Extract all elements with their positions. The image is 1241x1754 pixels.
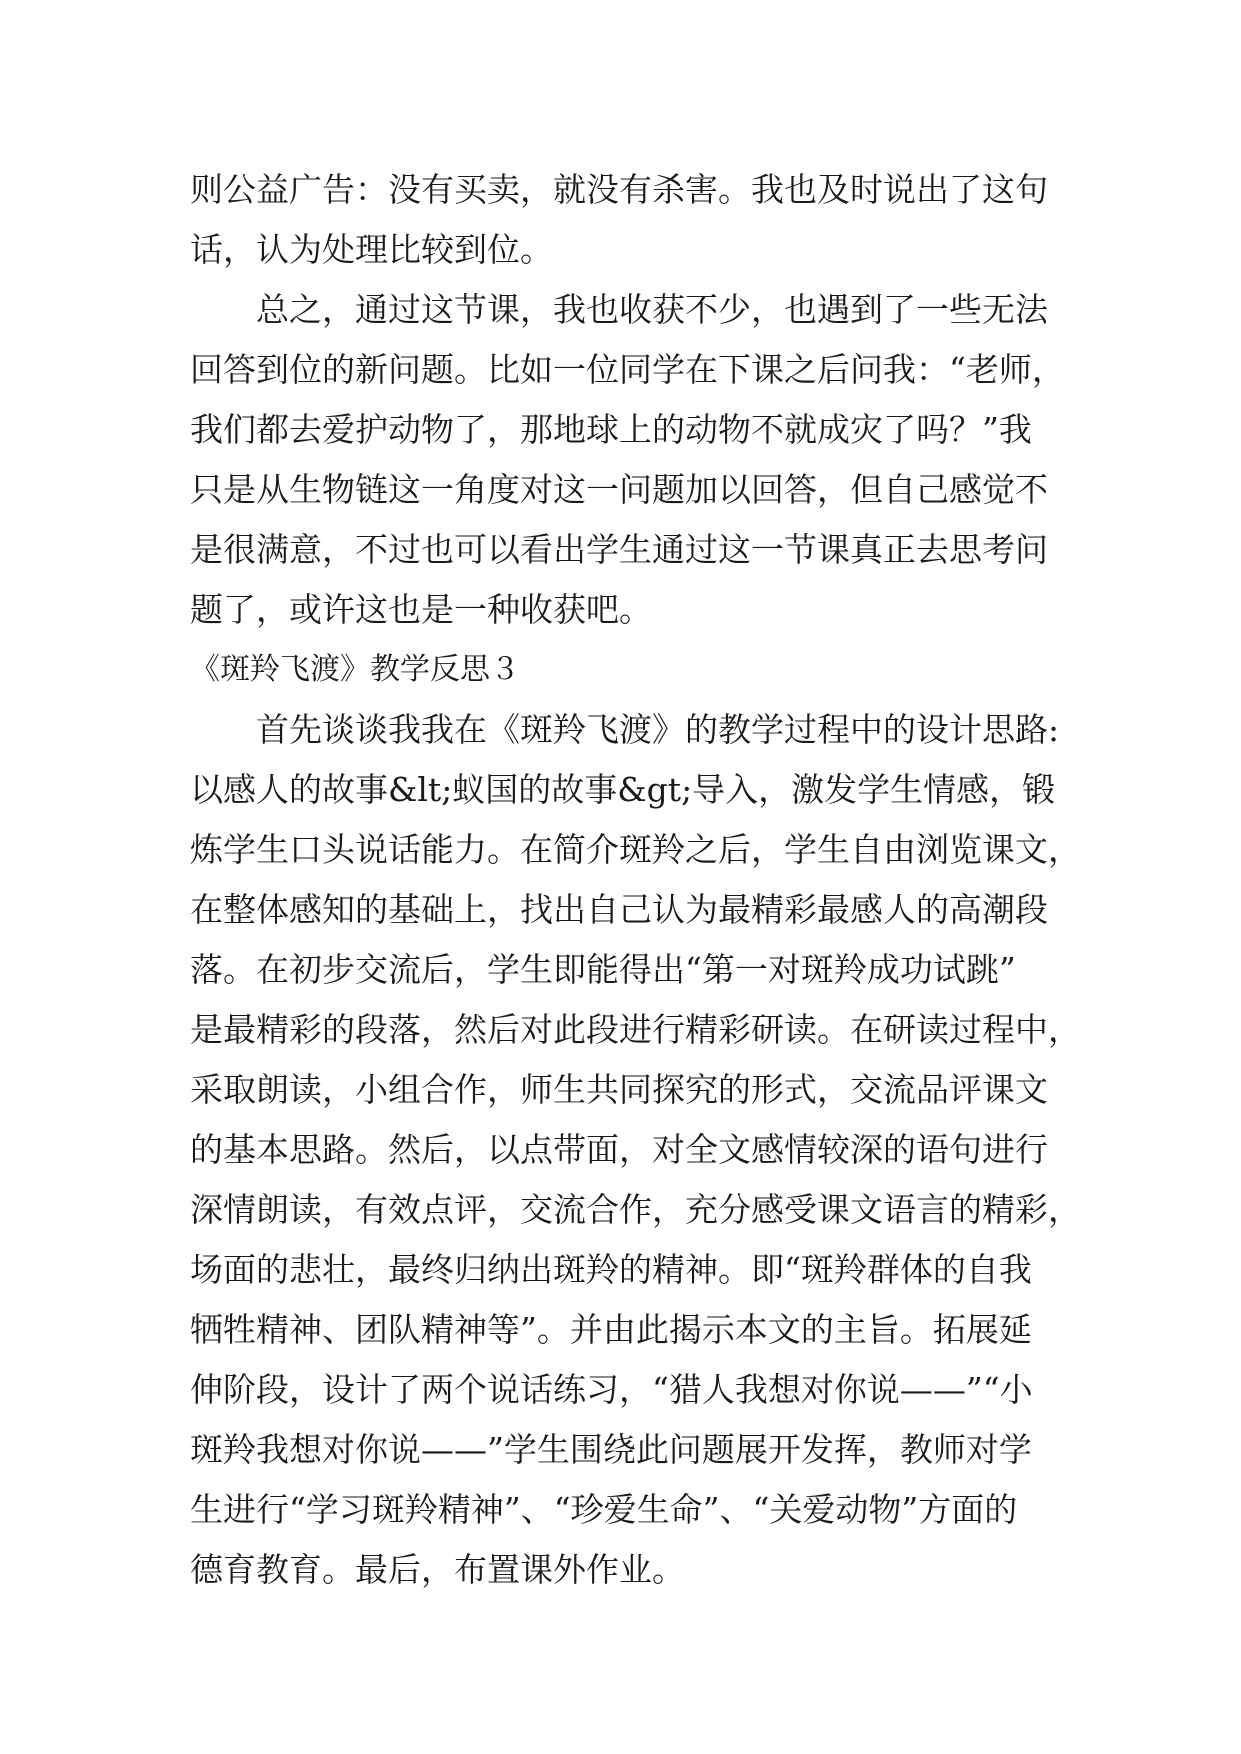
text-line: 首先谈谈我我在《斑羚飞渡》的教学过程中的设计思路: [256, 710, 1060, 749]
text-line: 题了，或许这也是一种收获吧。 [190, 590, 652, 629]
text-line: 以感人的故事&lt;蚁国的故事&gt;导入，激发学生情感，锻 [190, 770, 1056, 809]
text-line: 的基本思路。然后，以点带面，对全文感情较深的语句进行 [190, 1130, 1048, 1169]
text-line: 只是从生物链这一角度对这一问题加以回答，但自己感觉不 [190, 470, 1048, 509]
text-line: 深情朗读，有效点评，交流合作，充分感受课文语言的精彩， [190, 1190, 1081, 1229]
text-line: 回答到位的新问题。比如一位同学在下课之后问我：“老师， [190, 350, 1065, 389]
text-line: 我们都去爱护动物了，那地球上的动物不就成灾了吗？”我 [190, 410, 1032, 449]
text-line: 则公益广告：没有买卖，就没有杀害。我也及时说出了这句 [190, 170, 1048, 209]
text-line: 总之，通过这节课，我也收获不少，也遇到了一些无法 [256, 290, 1048, 329]
document-body [190, 160, 1081, 1600]
text-line: 伸阶段，设计了两个说话练习，“猎人我想对你说——”“小 [190, 1370, 1033, 1409]
text-line: 落。在初步交流后，学生即能得出“第一对斑羚成功试跳” [190, 950, 1016, 989]
text-line: 炼学生口头说话能力。在简介斑羚之后，学生自由浏览课文， [190, 830, 1081, 869]
text-line: 场面的悲壮，最终归纳出斑羚的精神。即“斑羚群体的自我 [190, 1250, 1032, 1289]
text-line: 斑羚我想对你说——”学生围绕此问题展开发挥，教师对学 [190, 1430, 1032, 1469]
text-line: 是很满意，不过也可以看出学生通过这一节课真正去思考问 [190, 530, 1048, 569]
text-line: 牺牲精神、团队精神等”。并由此揭示本文的主旨。拓展延 [190, 1310, 1032, 1349]
text-line: 是最精彩的段落，然后对此段进行精彩研读。在研读过程中， [190, 1010, 1081, 1049]
text-line: 采取朗读，小组合作，师生共同探究的形式，交流品评课文 [190, 1070, 1048, 1109]
text-line: 在整体感知的基础上，找出自己认为最精彩最感人的高潮段 [190, 890, 1048, 929]
text-line: 生进行“学习斑羚精神”、“珍爱生命”、“关爱动物”方面的 [190, 1490, 1018, 1529]
text-line: 话，认为处理比较到位。 [190, 230, 553, 269]
section-heading: 《斑羚飞渡》教学反思３ [190, 652, 520, 687]
text-line: 德育教育。最后，布置课外作业。 [190, 1550, 685, 1589]
